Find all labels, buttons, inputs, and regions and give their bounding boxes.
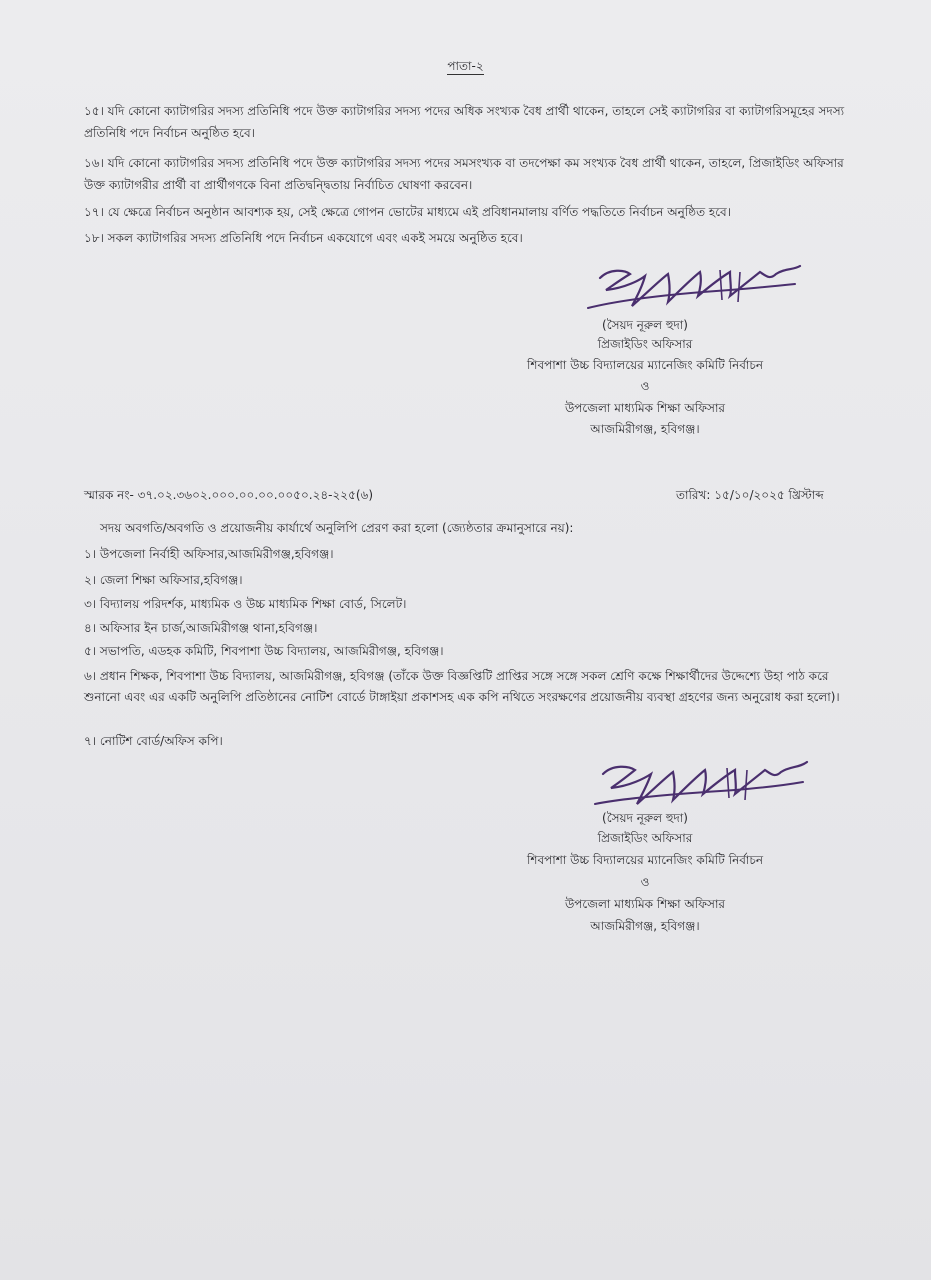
cc-item: ৪। অফিসার ইন চার্জ,আজমিরীগঞ্জ থানা,হবিগঞ্জ।	[84, 621, 318, 635]
signature-office: উপজেলা মাধ্যমিক শিক্ষা অফিসার	[564, 401, 726, 415]
signature-conjunction: ও	[640, 379, 650, 393]
signature-location: আজমিরীগঞ্জ, হবিগঞ্জ।	[590, 919, 700, 933]
clause-15: ১৫। যদি কোনো ক্যাটাগরির সদস্য প্রতিনিধি পদে উক্ত ক্যাটাগরির সদস্য পদের অধিক সংখ্যক বৈধ প্রার্থী থাকেন, তাহলে সেই ক্যাটাগরির বা ক্যাটাগরিসমূহের সদস্য প্রতিনিধি পদে নির্বাচন অনুষ্ঠিত হবে।	[84, 104, 845, 140]
signature-designation: প্রিজাইডিং অফিসার	[597, 831, 693, 845]
signature-committee: শিবপাশা উচ্চ বিদ্যালয়ের ম্যানেজিং কমিটি নির্বাচন	[526, 853, 764, 867]
signature-name: (সৈয়দ নূরুল হুদা)	[602, 811, 688, 825]
signature-name: (সৈয়দ নূরুল হুদা)	[602, 318, 688, 332]
memo-date: তারিখ: ১৫/১০/২০২৫ খ্রিস্টাব্দ	[676, 488, 824, 502]
signature-designation: প্রিজাইডিং অফিসার	[597, 337, 693, 351]
signature-conjunction: ও	[640, 875, 650, 889]
signature-location: আজমিরীগঞ্জ, হবিগঞ্জ।	[590, 422, 700, 436]
cc-item: ৫। সভাপতি, এডহক কমিটি, শিবপাশা উচ্চ বিদ্যালয়, আজমিরীগঞ্জ, হবিগঞ্জ।	[84, 644, 444, 658]
handwritten-signature	[585, 748, 815, 818]
clause-18: ১৮। সকল ক্যাটাগরির সদস্য প্রতিনিধি পদে নির্বাচন একযোগে এবং একই সময়ে অনুষ্ঠিত হবে।	[84, 231, 523, 245]
signature-committee: শিবপাশা উচ্চ বিদ্যালয়ের ম্যানেজিং কমিটি নির্বাচন	[526, 358, 764, 372]
cc-item: ৭। নোটিশ বোর্ড/অফিস কপি।	[84, 734, 223, 748]
cc-item: ২। জেলা শিক্ষা অফিসার,হবিগঞ্জ।	[84, 573, 243, 587]
cc-intro: সদয় অবগতি/অবগতি ও প্রয়োজনীয় কার্যার্থে অনুলিপি প্রেরণ করা হলো (জ্যেষ্ঠতার ক্রমানুসারে নয়):	[100, 521, 574, 535]
page-number: পাতা-২	[447, 59, 484, 73]
cc-item: ৩। বিদ্যালয় পরিদর্শক, মাধ্যমিক ও উচ্চ মাধ্যমিক শিক্ষা বোর্ড, সিলেট।	[84, 597, 407, 611]
memo-number: স্মারক নং- ৩৭.০২.৩৬০২.০০০.০০.০০.০০৫০.২৪-২২৫(৬)	[84, 488, 374, 502]
handwritten-signature	[580, 250, 810, 320]
cc-item: ১। উপজেলা নির্বাহী অফিসার,আজমিরীগঞ্জ,হবিগঞ্জ।	[84, 547, 334, 561]
signature-office: উপজেলা মাধ্যমিক শিক্ষা অফিসার	[564, 897, 726, 911]
cc-item: ৬। প্রধান শিক্ষক, শিবপাশা উচ্চ বিদ্যালয়, আজমিরীগঞ্জ, হবিগঞ্জ (তাঁকে উক্ত বিজ্ঞপ্তিটি প্রাপ্তির সঙ্গে সঙ্গে সকল শ্রেণি কক্ষে শিক্ষার্থীদের উদ্দেশ্যে উহা পাঠ করে শুনানো এবং এর একটি অনুলিপি প্রতিষ্ঠানের নোটিশ বোর্ডে টাঙ্গাইয়া প্রকাশসহ এক কপি নথিতে সংরক্ষণের প্রয়োজনীয় ব্যবস্থা গ্রহণের জন্য অনুরোধ করা হলো)।	[84, 669, 840, 704]
clause-17: ১৭। যে ক্ষেত্রে নির্বাচন অনুষ্ঠান আবশ্যক হয়, সেই ক্ষেত্রে গোপন ভোটের মাধ্যমে এই প্রবিধানমালায় বর্ণিত পদ্ধতিতে নির্বাচন অনুষ্ঠিত হবে।	[84, 205, 731, 219]
clause-16: ১৬। যদি কোনো ক্যাটাগরির সদস্য প্রতিনিধি পদে উক্ত ক্যাটাগরির সদস্য পদের সমসংখ্যক বা তদপেক্ষা কম সংখ্যক বৈধ প্রার্থী থাকেন, তাহলে, প্রিজাইডিং অফিসার উক্ত ক্যাটাগরীর প্রার্থী বা প্রার্থীগণকে বিনা প্রতিদ্বন্দ্বিতায় নির্বাচিত ঘোষণা করবেন।	[84, 156, 844, 192]
